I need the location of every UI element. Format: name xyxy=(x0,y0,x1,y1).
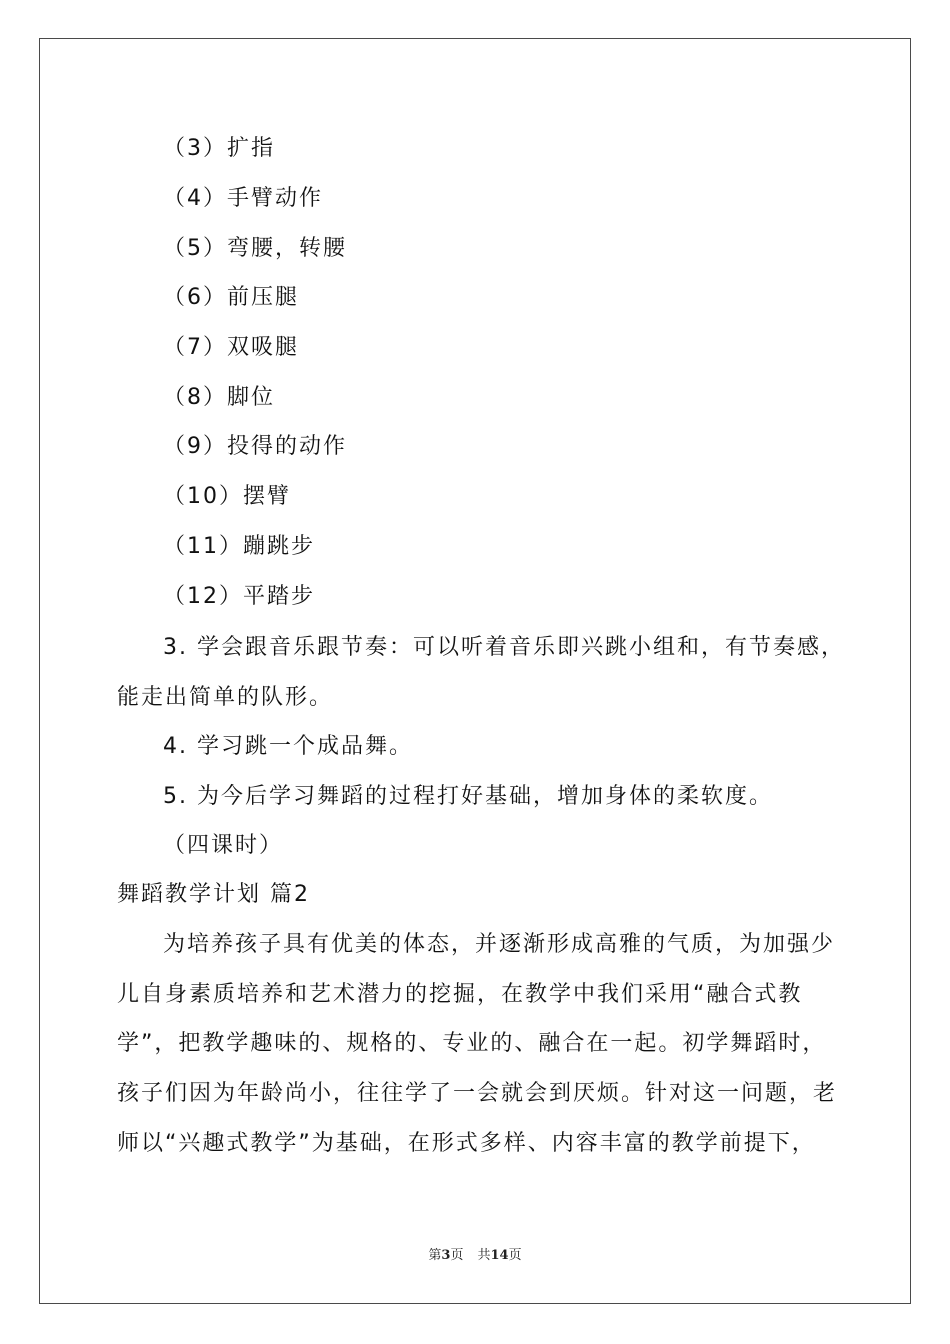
list-item: （11）蹦跳步 xyxy=(163,534,315,559)
list-item: （8）脚位 xyxy=(163,385,275,410)
paragraph-line: 师以“兴趣式教学”为基础，在形式多样、内容丰富的教学前提下， xyxy=(117,1131,816,1156)
footer-page-number: 3 xyxy=(441,1248,451,1263)
footer-total-pages: 14 xyxy=(490,1248,509,1263)
list-item: （12）平踏步 xyxy=(163,584,315,609)
list-item: （3）扩指 xyxy=(163,136,275,161)
list-item: （7）双吸腿 xyxy=(163,335,299,360)
list-item: （9）投得的动作 xyxy=(163,434,347,459)
paragraph-line: 孩子们因为年龄尚小，往往学了一会就会到厌烦。针对这一问题，老 xyxy=(117,1081,838,1106)
objective-5: 5. 为今后学习舞蹈的过程打好基础，增加身体的柔软度。 xyxy=(163,784,773,809)
list-item: （6）前压腿 xyxy=(163,285,299,310)
list-item: （5）弯腰，转腰 xyxy=(163,236,347,261)
list-item: （10）摆臂 xyxy=(163,484,291,509)
footer-total-prefix: 共 xyxy=(477,1248,491,1263)
footer-total-suffix: 页 xyxy=(508,1248,522,1263)
paragraph-line: 儿自身素质培养和艺术潜力的挖掘，在教学中我们采用“融合式教 xyxy=(117,982,803,1007)
objective-3-line-2: 能走出简单的队形。 xyxy=(117,685,334,710)
page-footer xyxy=(0,1247,950,1265)
footer-page-suffix: 页 xyxy=(450,1248,464,1263)
footer-page-prefix: 第 xyxy=(428,1248,442,1263)
list-item: （4）手臂动作 xyxy=(163,186,323,211)
objective-3-line-1: 3. 学会跟音乐跟节奏：可以听着音乐即兴跳小组和，有节奏感， xyxy=(163,635,845,660)
section-title: 舞蹈教学计划 篇2 xyxy=(117,882,310,907)
paragraph-line: 为培养孩子具有优美的体态，并逐渐形成高雅的气质，为加强少 xyxy=(163,932,836,957)
objective-4: 4. 学习跳一个成品舞。 xyxy=(163,734,413,759)
paragraph-line: 学”，把教学趣味的、规格的、专业的、融合在一起。初学舞蹈时， xyxy=(117,1031,827,1056)
page-border xyxy=(39,38,911,1304)
class-hours-note: （四课时） xyxy=(163,833,284,858)
